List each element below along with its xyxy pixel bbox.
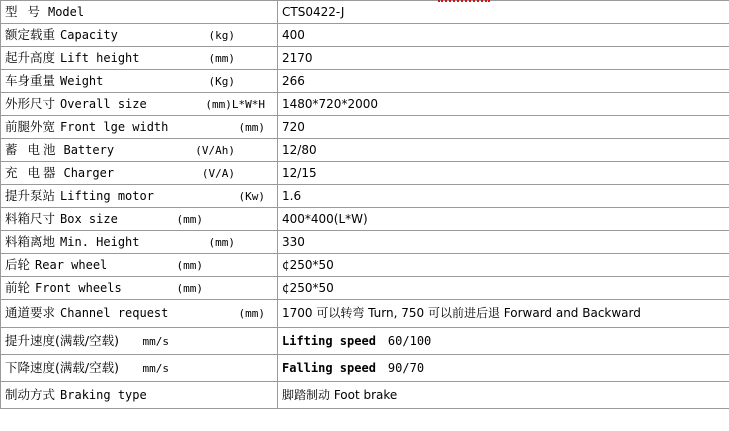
label-chinese: 额定载重 [5,26,56,42]
label-english: Braking type [60,388,147,402]
row-value-cell [278,208,729,231]
label-unit: (Kg) [208,74,235,88]
row-value-cell [278,70,729,93]
label-wrapper [5,258,273,273]
row-value-cell [278,139,729,162]
label-chinese: 提升泵站 [5,187,56,203]
value-text: 330 [282,234,305,249]
label-chinese: 制动方式 [5,387,56,402]
label-english: Rear wheel [35,257,108,272]
value-row [282,361,729,375]
row-value-cell [278,300,729,328]
row-label-cell [1,1,278,24]
row-label-cell [1,231,278,254]
label-unit: (mm) [208,51,235,65]
label-chinese: 提升速度(满载/空载) [5,332,119,348]
label-unit: (Kw) [238,189,265,203]
table-row [1,116,729,139]
value-number: 60/100 [387,334,432,348]
row-label-cell [1,277,278,300]
table-row [1,208,729,231]
label-english: Battery [63,142,115,157]
label-unit: (kg) [208,28,235,42]
label-unit: (mm) [208,235,235,249]
label-english: Model [47,5,85,19]
table-row [1,254,729,277]
label-unit: (V/Ah) [195,143,235,157]
row-value-cell [278,24,729,47]
label-chinese: 型 号 [5,4,43,19]
table-body [1,1,729,409]
table-row [1,300,729,328]
label-chinese: 车身重量 [5,72,56,88]
label-unit: (mm) [176,212,203,226]
table-row [1,93,729,116]
table-row [1,355,729,382]
label-unit: mm/s [142,361,169,375]
value-text: 12/80 [282,142,317,157]
value-text: 400*400(L*W) [282,211,368,226]
label-wrapper [5,28,273,43]
value-text: CTS0422-J [282,4,345,19]
label-wrapper [5,51,273,66]
label-wrapper [5,212,273,227]
table-row [1,328,729,355]
row-label-cell [1,382,278,409]
label-english: Lift height [60,50,140,65]
label-wrapper [5,189,273,204]
label-wrapper [5,306,273,321]
value-text: 2170 [282,50,313,65]
table-row [1,382,729,409]
row-value-cell [278,162,729,185]
table-row [1,1,729,24]
row-label-cell [1,70,278,93]
label-chinese: 外形尺寸 [5,95,56,111]
table-row [1,139,729,162]
label-english: Overall size [60,96,147,111]
label-wrapper [5,97,273,112]
label-chinese: 蓄 电池 [5,141,59,157]
row-value-cell [278,355,729,382]
row-label-cell [1,139,278,162]
row-label-cell [1,254,278,277]
value-text: 1700 可以转弯 Turn, 750 可以前进后退 Forward and Backward [282,306,641,320]
label-unit: (mm) [238,120,265,134]
label-chinese: 下降速度(满载/空载) [5,359,119,375]
label-wrapper [5,361,273,376]
label-english: Channel request [60,306,169,320]
table-row [1,185,729,208]
value-label: Lifting speed [282,334,376,348]
value-text: ¢250*50 [282,280,334,295]
row-label-cell [1,162,278,185]
label-unit: (mm) [176,281,203,295]
label-english: Front lge width [60,119,169,134]
row-label-cell [1,208,278,231]
label-english: Capacity [60,27,118,42]
label-unit: (V/A) [201,166,235,180]
table-row [1,277,729,300]
label-unit: (mm) [176,258,203,272]
value-text: 266 [282,73,305,88]
value-text: 1480*720*2000 [282,96,378,111]
row-label-cell [1,328,278,355]
label-unit: mm/s [142,334,169,348]
row-value-cell [278,328,729,355]
label-english: Box size [60,211,118,226]
label-wrapper [5,334,273,349]
label-unit: (mm)L*W*H [205,97,265,111]
row-value-cell [278,1,729,24]
row-label-cell [1,355,278,382]
label-chinese: 起升高度 [5,49,56,65]
label-english: Front wheels [35,280,122,295]
label-chinese: 前轮 [5,279,31,295]
label-chinese: 料箱尺寸 [5,210,56,226]
value-text: ¢250*50 [282,257,334,272]
label-wrapper [5,120,273,135]
value-text: 脚踏制动 Foot brake [282,387,398,402]
label-english: Charger [63,165,115,180]
table-row [1,47,729,70]
value-text: 720 [282,119,305,134]
row-value-cell [278,382,729,409]
row-value-cell [278,254,729,277]
value-text: 12/15 [282,165,317,180]
label-wrapper [5,166,273,181]
label-wrapper [5,388,273,402]
value-label: Falling speed [282,361,376,375]
label-chinese: 后轮 [5,256,31,272]
label-wrapper [5,281,273,296]
row-value-cell [278,116,729,139]
label-wrapper [5,74,273,89]
label-chinese: 充 电器 [5,164,59,180]
label-chinese: 前腿外宽 [5,118,56,134]
row-value-cell [278,277,729,300]
label-wrapper [5,235,273,250]
value-text: 1.6 [282,188,302,203]
row-value-cell [278,93,729,116]
row-value-cell [278,47,729,70]
row-label-cell [1,300,278,328]
row-label-cell [1,116,278,139]
label-english: Lifting motor [60,188,154,203]
value-text: 400 [282,27,305,42]
label-unit: (mm) [238,307,265,320]
table-row [1,231,729,254]
label-wrapper [5,143,273,158]
row-value-cell [278,185,729,208]
row-label-cell [1,47,278,70]
label-chinese: 料箱离地 [5,233,56,249]
value-row [282,334,729,348]
row-label-cell [1,24,278,47]
table-row [1,24,729,47]
red-dotted-marker [438,0,490,5]
label-chinese: 通道要求 [5,305,56,320]
row-label-cell [1,93,278,116]
label-english: Weight [60,73,104,88]
value-number: 90/70 [387,361,425,375]
row-label-cell [1,185,278,208]
label-english: Min. Height [60,234,140,249]
table-row [1,70,729,93]
table-row [1,162,729,185]
label-wrapper [5,5,273,19]
row-value-cell [278,231,729,254]
